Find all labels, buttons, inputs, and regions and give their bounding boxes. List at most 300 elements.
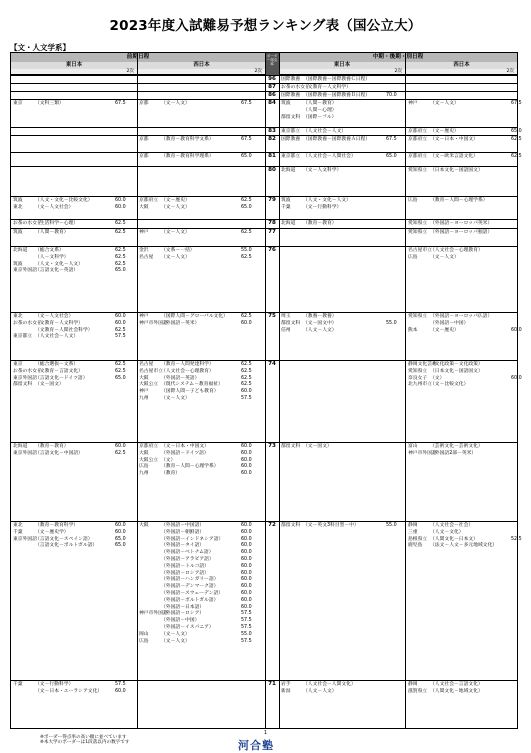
university-name: 名古屋市立: [408, 248, 432, 253]
department-name: （人間文化－日本文）: [430, 536, 478, 542]
deviation-score: 65.0: [241, 154, 252, 159]
ranking-entry: [139, 604, 252, 611]
university-name: 九州: [139, 471, 149, 477]
department-name: （人文社会－言語文化）: [430, 682, 483, 687]
university-name: 島根県立: [408, 536, 428, 542]
deviation-score: 60.0: [115, 529, 126, 535]
rank-label: 82: [268, 136, 276, 142]
ranking-entry: [281, 101, 337, 107]
ranking-entry: [139, 254, 252, 261]
rank-band-line: [11, 312, 517, 313]
ranking-entry: [13, 268, 126, 274]
university-name: 国際教養: [281, 77, 301, 82]
department-name: （外国語－ヨーロッパ仏語）: [430, 314, 493, 319]
second-header: 2次: [406, 69, 517, 75]
university-name: 千葉: [281, 204, 291, 210]
department-name: （文－人文）: [161, 396, 190, 401]
department-name: （外国語－ヨーロッパ独語）: [430, 230, 493, 235]
ranking-entry: [13, 536, 126, 543]
kawaijuku-logo: 河合塾: [238, 739, 274, 752]
deviation-score: 62.5: [115, 254, 126, 260]
deviation-score: 60.0: [241, 320, 252, 326]
ranking-entry: [139, 375, 252, 382]
deviation-score: 60.0: [115, 444, 126, 449]
deviation-score: 60.0: [115, 688, 126, 694]
front-east-header: 東日本: [11, 62, 137, 70]
department-name: （文）: [430, 375, 445, 381]
university-name: 東京: [13, 101, 23, 106]
deviation-score: 60.0: [241, 464, 252, 470]
department-name: （文科三類）: [35, 101, 64, 106]
ranking-entry: [139, 611, 252, 617]
department-name: （人文社会－心理教育）: [430, 248, 483, 253]
department-name: （人間－心理）: [303, 107, 337, 113]
university-name: 北九州市立: [408, 382, 432, 388]
department-name: （文－欧米言語文化）: [430, 154, 478, 159]
ranking-entry: [13, 248, 126, 254]
university-name: 東京外国語: [13, 536, 37, 542]
university-name: 都留文科: [281, 523, 301, 528]
university-name: 筑波: [13, 261, 23, 267]
university-name: 富山: [408, 444, 418, 449]
ranking-entry: [13, 101, 126, 107]
university-name: 名古屋: [139, 362, 154, 367]
department-name: （教育－人間－心理学系）: [430, 198, 488, 203]
ranking-entry: [139, 523, 252, 529]
ranking-entry: [139, 368, 252, 375]
department-name: （外国語－ドイツ語）: [161, 450, 209, 456]
university-name: 北海道: [281, 168, 296, 173]
ranking-entry: [139, 638, 252, 645]
rank-band-line: [11, 75, 517, 76]
rank-band-line: [11, 246, 517, 247]
ranking-entry: [13, 320, 126, 327]
deviation-score: 62.5: [241, 368, 252, 374]
rank-label: 72: [268, 522, 276, 528]
ranking-entry: [139, 529, 252, 536]
ranking-entry: [408, 137, 522, 143]
university-name: 京都: [139, 154, 149, 159]
ranking-entry: [281, 115, 336, 121]
department-name: （文－人文）: [161, 101, 190, 106]
rank-band-line: [11, 99, 517, 100]
university-name: 広島: [139, 638, 149, 644]
university-name: 国際教養: [281, 137, 301, 142]
deviation-score: 62.5: [115, 261, 126, 267]
rank-label: 77: [268, 229, 276, 235]
university-name: 都留文科: [281, 114, 301, 120]
department-name: （外国語－トルコ語）: [161, 563, 209, 569]
ranking-entry: [13, 327, 126, 334]
ranking-entry: [13, 375, 126, 382]
deviation-score: 62.5: [115, 248, 126, 253]
department-name: （文－歴史）: [430, 129, 459, 134]
university-name: 東京都立: [281, 129, 301, 134]
ranking-entry: [139, 230, 252, 236]
ranking-entry: [408, 314, 492, 320]
ranking-entry: [408, 168, 483, 174]
university-name: 金沢: [139, 248, 149, 253]
department-name: （外国語－日本語）: [161, 604, 205, 610]
ranking-entry: [408, 369, 483, 375]
deviation-score: 60.0: [241, 529, 252, 535]
ranking-entry: [408, 375, 522, 382]
deviation-score: 60.0: [241, 563, 252, 569]
deviation-score: 65.0: [115, 268, 126, 274]
deviation-score: 65.0: [386, 154, 397, 159]
university-name: 都留文科: [281, 444, 301, 449]
department-name: （日本文化－国語国文）: [430, 168, 483, 173]
department-name: （人文社会－人文）: [35, 334, 79, 340]
ranking-entry: [408, 129, 522, 135]
department-name: （文－人文）: [161, 204, 190, 210]
department-name: （国際－フル）: [303, 114, 337, 120]
deviation-score: 60.0: [241, 523, 252, 528]
department-name: （外国語－ロシア語）: [161, 570, 209, 576]
university-name: 神戸市外国語: [139, 320, 168, 326]
ranking-entry: [408, 382, 468, 388]
ranking-entry: [139, 557, 252, 563]
deviation-score: 55.0: [386, 523, 397, 528]
deviation-score: 60.0: [241, 604, 252, 610]
university-name: 東北: [13, 523, 23, 528]
ranking-entry: [139, 536, 252, 543]
divider: [137, 53, 138, 728]
department-name: （外国語－ポルトガル語）: [161, 597, 219, 603]
ranking-entry: [13, 362, 126, 368]
ranking-entry: [281, 320, 397, 327]
footer-note: [40, 735, 129, 746]
department-name: （教育－教育科学文系）: [161, 137, 214, 142]
deviation-score: 60.0: [241, 389, 252, 395]
deviation-score: 62.5: [115, 221, 126, 226]
rank-label: 86: [268, 92, 276, 98]
department-name: （文－行動科学）: [35, 682, 74, 687]
department-name: （外国語－中国語）: [161, 523, 205, 528]
university-name: お茶の水女子: [13, 368, 42, 374]
deviation-score: 67.5: [241, 101, 252, 106]
front-west-header: 西日本: [138, 62, 265, 70]
department-name: （文－英文3科目型－中）: [303, 523, 359, 528]
university-name: 大阪: [139, 204, 149, 210]
deviation-score: 62.5: [241, 230, 252, 235]
university-name: 神戸: [139, 230, 149, 235]
ranking-entry: [139, 584, 252, 590]
rank-band-line: [11, 680, 517, 681]
deviation-score: 67.5: [386, 137, 397, 142]
department-name: （人文社会－人間社会）: [303, 154, 356, 159]
university-name: 都留文科: [281, 320, 301, 326]
ranking-entry: [139, 570, 252, 577]
university-name: 静岡文化芸術: [408, 362, 437, 367]
ranking-entry: [139, 550, 252, 556]
department-name: （文－人文）: [161, 631, 190, 637]
department-name: （外国語－ハンガリー語）: [161, 577, 219, 583]
ranking-entry: [139, 396, 252, 402]
mid-east-header: 東日本: [279, 62, 405, 70]
department-name: （文－歴史）: [430, 327, 459, 333]
deviation-score: 60.0: [241, 597, 252, 603]
university-name: 大阪: [139, 523, 149, 528]
ranking-entry: [13, 254, 126, 261]
rank-label: 96: [268, 76, 276, 82]
department-name: （人文－人文）: [303, 327, 337, 333]
department-name: （人文－文化）: [430, 529, 464, 535]
department-name: （文教育－人文科学）: [35, 320, 83, 326]
ranking-entry: [139, 591, 252, 597]
university-name: 千葉: [13, 682, 23, 687]
ranking-entry: [408, 689, 483, 695]
rank-label: 79: [268, 197, 276, 203]
ranking-entry: [13, 688, 126, 695]
department-name: （文－国文）: [303, 444, 332, 449]
deviation-score: 60.0: [511, 375, 522, 381]
rank-band-line: [11, 127, 517, 128]
ranking-entry: [408, 248, 483, 254]
ranking-entry: [408, 101, 522, 107]
deviation-score: 65.0: [241, 204, 252, 210]
deviation-score: 65.0: [511, 129, 522, 134]
department-name: （文－行動科学）: [303, 204, 342, 210]
footer-note-1: ※ボーダー得点率の高い順に並べています: [40, 735, 127, 740]
university-name: 愛知県立: [408, 221, 428, 226]
rank-band-line: [11, 166, 517, 167]
divider: [405, 53, 406, 728]
department-name: （文－国文中）: [303, 320, 337, 326]
university-name: 大阪公立: [139, 457, 159, 463]
rank-label: 87: [268, 84, 276, 90]
department-name: （文－人文）: [161, 230, 190, 235]
deviation-score: 60.0: [511, 327, 522, 333]
ranking-entry: [281, 85, 351, 91]
deviation-score: 52.5: [511, 536, 522, 542]
university-name: 静岡: [408, 682, 418, 687]
department-name: （教育－教育科学）: [35, 523, 79, 528]
university-name: 京都府立: [139, 198, 159, 203]
department-name: （言語文化－ドイツ語）: [35, 375, 88, 381]
university-name: 岡山: [139, 631, 149, 637]
department-name: （外国語－ロシア）: [161, 611, 205, 617]
deviation-score: 60.0: [241, 577, 252, 583]
department-name: （外国語－スウェーデン語）: [161, 591, 224, 596]
rank-band-line: [11, 83, 517, 84]
university-name: 広島: [139, 464, 149, 470]
ranking-entry: [281, 154, 397, 160]
deviation-score: 67.5: [241, 137, 252, 142]
deviation-score: 60.0: [241, 457, 252, 463]
university-name: 信州: [281, 327, 291, 333]
deviation-score: 60.0: [115, 523, 126, 528]
ranking-entry: [139, 154, 252, 160]
ranking-entry: [408, 198, 488, 204]
rank-band-line: [11, 152, 517, 153]
department-name: （人文・文化－人文）: [35, 261, 83, 267]
university-name: 静岡: [408, 523, 418, 528]
rank-label: 83: [268, 128, 276, 134]
department-name: （教養－教養）: [303, 314, 337, 319]
department-name: （文－人文社会）: [35, 314, 74, 319]
deviation-score: 65.0: [115, 375, 126, 381]
deviation-score: 62.5: [115, 450, 126, 456]
ranking-entry: [139, 382, 252, 388]
mid-west-header: 西日本: [406, 62, 517, 70]
department-name: （文－歴史学）: [35, 529, 69, 535]
ranking-entry: [408, 321, 468, 327]
ranking-entry: [408, 530, 464, 536]
ranking-entry: [13, 261, 126, 268]
ranking-entry: [13, 450, 126, 457]
ranking-entry: [139, 577, 252, 583]
department-name: （文－歴史）: [161, 198, 190, 203]
ranking-entry: [281, 523, 397, 529]
deviation-score: 57.5: [241, 625, 252, 630]
deviation-score: 62.5: [115, 362, 126, 367]
department-name: （文－人文社会）: [35, 204, 74, 210]
university-name: お茶の水女子: [13, 221, 42, 226]
university-name: 東北: [13, 314, 23, 319]
ranking-entry: [408, 255, 459, 261]
department-name: （人文－人文）: [303, 688, 337, 694]
ranking-entry: [281, 137, 397, 143]
ranking-entry: [13, 682, 126, 688]
mid-schedule-header: 中期・後期・別日程: [279, 53, 517, 63]
deviation-score: 60.0: [241, 557, 252, 562]
university-name: 大阪: [139, 450, 149, 456]
department-name: （外国語－朝鮮語）: [161, 529, 205, 535]
rank-label: 75: [268, 313, 276, 319]
deviation-score: 62.5: [241, 382, 252, 388]
deviation-score: 62.5: [115, 230, 126, 235]
university-name: 滋賀県立: [408, 688, 428, 694]
rank-band-line: [11, 442, 517, 443]
ranking-entry: [139, 101, 252, 107]
university-name: お茶の水女子: [13, 320, 42, 326]
department-name: （文－人文）: [430, 254, 459, 260]
deviation-score: 60.0: [115, 198, 126, 203]
ranking-entry: [139, 314, 252, 320]
university-name: 京都: [139, 137, 149, 142]
department-name: （外国語－イスパニア）: [161, 625, 214, 630]
department-name: （外国語－中国）: [430, 320, 469, 326]
deviation-score: 60.0: [241, 450, 252, 456]
deviation-score: 67.5: [115, 101, 126, 106]
department-name: （人文社会－社会）: [430, 523, 474, 528]
deviation-score: 60.0: [241, 584, 252, 590]
department-name: （外国語－タイ語）: [161, 543, 205, 549]
ranking-entry: [281, 682, 356, 688]
deviation-score: 60.0: [241, 543, 252, 549]
rank-band-line: [11, 228, 517, 229]
rank-label: 73: [268, 443, 276, 449]
department-name: （教育－教育）: [303, 221, 337, 226]
deviation-score: 57.5: [241, 638, 252, 644]
border-rate-header: ボーダー得点率: [265, 53, 279, 75]
ranking-entry: [13, 523, 126, 529]
deviation-score: 62.5: [241, 362, 252, 367]
university-name: 愛知県立: [408, 314, 428, 319]
department-name: （文－人文）: [161, 254, 190, 260]
department-name: （文－人文）: [161, 638, 190, 644]
department-name: （外国語－中国）: [161, 618, 200, 624]
department-name: （文教育－人間社会科学）: [35, 327, 93, 333]
ranking-entry: [281, 77, 370, 83]
university-name: 北海道: [281, 221, 296, 226]
ranking-entry: [281, 205, 341, 211]
category-label: 【文・人文学系】: [10, 43, 70, 52]
university-name: 神戸市外国語: [139, 611, 168, 617]
rank-band-line: [11, 91, 517, 92]
rank-band-line: [11, 219, 517, 220]
ranking-entry: [408, 444, 483, 450]
ranking-entry: [408, 543, 497, 549]
university-name: 京都: [139, 101, 149, 106]
university-name: 神戸: [139, 314, 149, 319]
university-name: 神戸: [139, 389, 149, 395]
ranking-entry: [408, 221, 492, 227]
university-name: 神戸: [408, 101, 418, 106]
rank-label: 71: [268, 681, 276, 687]
department-name: （人文社会－心理教育）: [161, 368, 214, 374]
university-name: 広島: [408, 198, 418, 203]
university-name: 京都府立: [408, 137, 428, 142]
deviation-score: 60.0: [115, 314, 126, 319]
university-name: 愛知県立: [408, 368, 428, 374]
university-name: 千葉: [13, 529, 23, 535]
deviation-score: 62.5: [241, 314, 252, 319]
department-name: （国際教養－国際教養Ａ日程）: [303, 137, 371, 142]
department-name: （人文社会－人間文化）: [303, 682, 356, 687]
ranking-entry: [139, 597, 252, 604]
department-name: （国際人間－グローバル文化）: [161, 314, 228, 319]
university-name: 大阪: [139, 375, 149, 381]
deviation-score: 57.5: [241, 396, 252, 401]
university-name: 東京外国語: [13, 450, 37, 456]
rank-band-line: [11, 360, 517, 361]
ranking-entry: [139, 248, 252, 254]
department-name: （言語文化－英語）: [35, 268, 79, 274]
deviation-score: 62.5: [115, 327, 126, 333]
ranking-entry: [139, 471, 252, 477]
university-name: 東京外国語: [13, 268, 37, 274]
university-name: 名古屋: [139, 254, 154, 260]
ranking-entry: [281, 444, 332, 450]
university-name: 愛知県立: [408, 230, 428, 235]
department-name: （総合文系）: [35, 248, 64, 253]
deviation-score: 65.0: [115, 543, 126, 549]
deviation-score: 65.0: [115, 536, 126, 542]
deviation-score: 55.0: [241, 248, 252, 253]
second-header: 2次: [279, 69, 405, 75]
department-name: （文－国文）: [35, 382, 64, 388]
department-name: （法文－人文－多元地域文化）: [430, 543, 498, 549]
ranking-entry: [13, 204, 126, 211]
ranking-entry: [13, 314, 126, 320]
university-name: 筑波: [281, 101, 291, 106]
rank-label: 74: [268, 361, 276, 367]
ranking-entry: [13, 382, 64, 388]
rank-label: 84: [268, 100, 276, 106]
university-name: 奈良女子: [408, 375, 428, 381]
university-name: お茶の水女子: [281, 85, 310, 90]
university-name: 神戸市外国語: [408, 450, 437, 456]
ranking-entry: [408, 451, 476, 457]
university-name: 京都府立: [408, 154, 428, 159]
deviation-score: 57.5: [241, 611, 252, 617]
page-title: 2023年度入試難易予想ランキング表（国公立大）: [109, 18, 422, 34]
department-name: （生活科学－心理）: [35, 221, 79, 226]
department-name: （文）: [161, 457, 176, 463]
ranking-entry: [408, 523, 473, 529]
